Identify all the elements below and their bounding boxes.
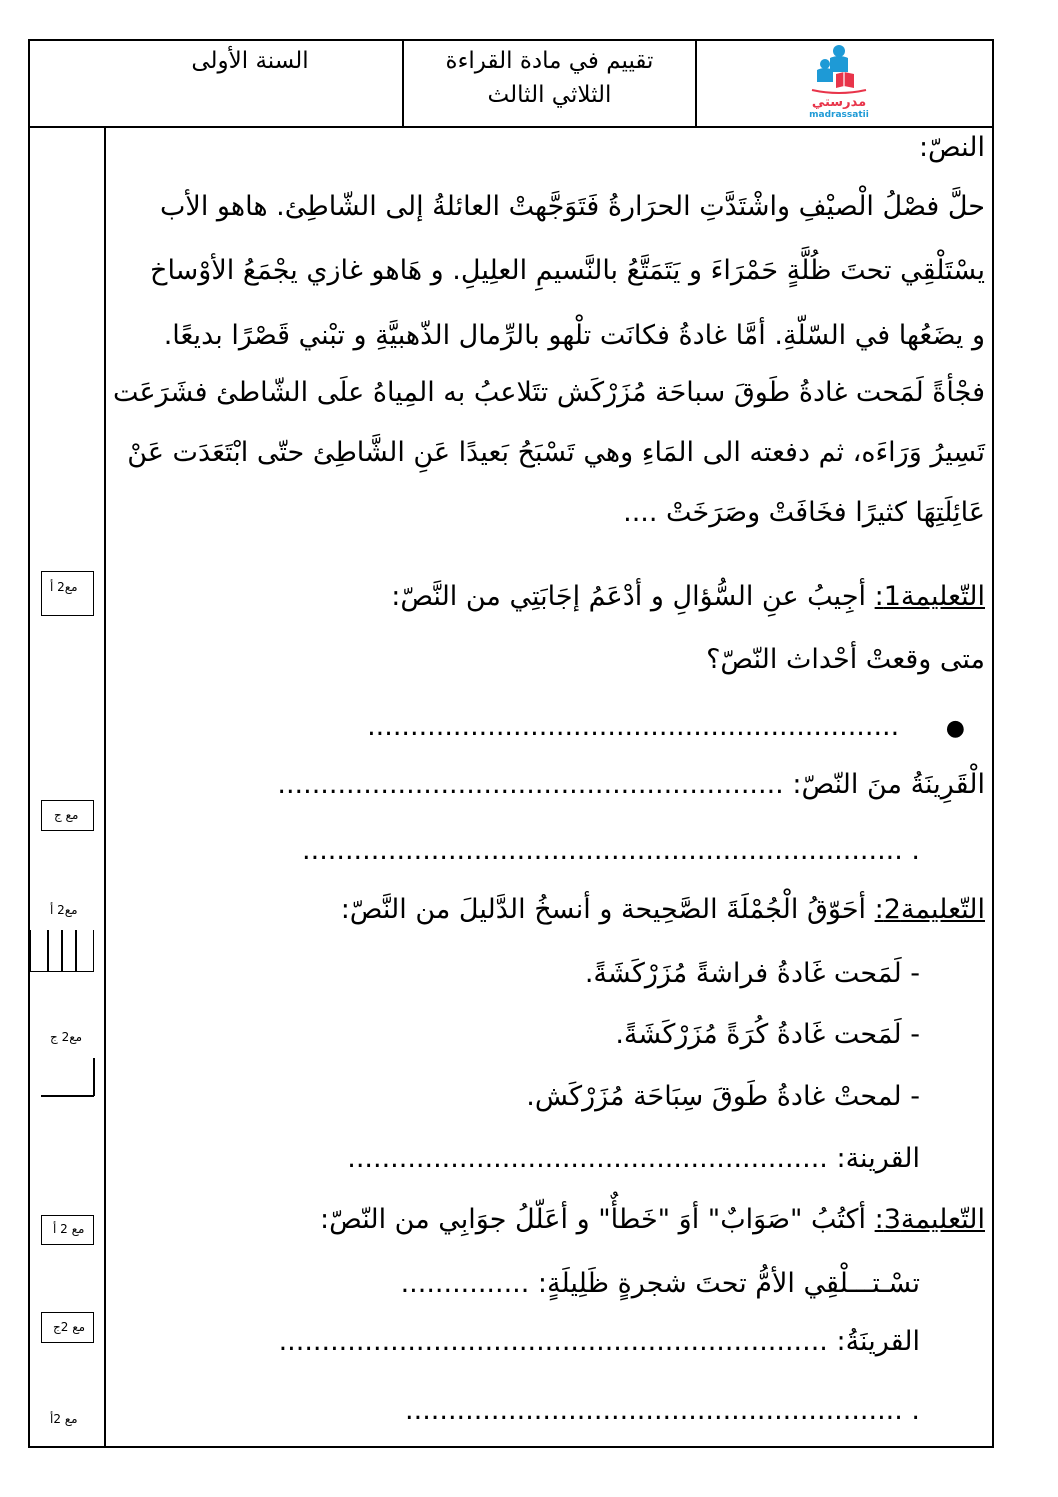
task2-evidence <box>347 1142 920 1176</box>
mark-box-3-tick-2 <box>61 930 63 972</box>
exam-title-line1: تقييم في مادة القراءة <box>445 48 654 74</box>
task2-evidence-dots[interactable]: ........................................................ <box>347 1143 828 1174</box>
text-line-4: فجْأةً لَمَحت غادةُ طَوقَ سباحَة مُزَرْكَش تتَلاعبُ به المِياهُ علَى الشّاطئ فشَرَعَت <box>113 377 985 408</box>
bullet-icon: ● <box>945 716 965 741</box>
exam-title <box>404 44 695 112</box>
task2-evidence-label: القرينة: <box>836 1143 920 1174</box>
text-heading: النصّ: <box>918 132 985 163</box>
exam-title-line2: الثلاثي الثالث <box>487 82 612 108</box>
task1-evidence-label: الْقَرِينَةُ منَ النّصّ: <box>792 769 985 800</box>
task3-evidence <box>279 1325 920 1359</box>
task1-header <box>391 580 985 614</box>
frame-top <box>28 39 994 41</box>
task3-statement-text: تسْـتـــلْقِي الأمُّ تحتَ شجرةٍ ظَلِيلَةٍ: <box>537 1268 920 1299</box>
task2-option-3[interactable]: - لمحتْ غادةُ طَوقَ سِبَاحَة مُزَرْكَش. <box>526 1081 920 1112</box>
mark-label-7: مع 2أ <box>50 1412 78 1426</box>
task1-evidence <box>277 768 985 802</box>
task1-extra-dots[interactable]: . ...................................................................... <box>302 835 920 866</box>
text-line-6: عَائِلَتِهَا كثيرًا فخَافَتْ وصَرَخَتْ .... <box>623 497 985 528</box>
task3-evidence-label: القرينَةُ: <box>836 1326 920 1357</box>
mark-box-4-side <box>93 1058 95 1096</box>
task3-statement <box>401 1267 920 1301</box>
mark-label-2: مع ج <box>54 808 79 822</box>
margin-divider <box>104 126 106 1448</box>
task1-instruction: أجِيبُ عنِ السُّؤالِ و أدْعَمُ إجَابَتِي من النَّصّ: <box>391 581 867 612</box>
task1-answer-dots[interactable]: .............................................................. <box>367 711 900 742</box>
text-line-5: تَسِيرُ وَرَاءَه، ثم دفعته الى المَاءِ وهي تَسْبَحُ بَعيدًا عَنِ الشَّاطِئ حتّى ابْتَعَدَت عَنْ <box>127 437 985 468</box>
mark-label-6: مع 2ج <box>53 1320 86 1334</box>
frame-right <box>992 39 994 1448</box>
frame-left <box>28 39 30 1448</box>
task1-question: متى وقعتْ أحْداث النّصّ؟ <box>706 644 985 675</box>
task3-label: التّعليمة3: <box>874 1204 985 1235</box>
mark-label-4: مع2 ج <box>50 1030 83 1044</box>
mark-box-4-bottom <box>41 1095 94 1097</box>
text-line-3: و يضَعُها في السّلّةِ. أمَّا غادةُ فكانَت تلْهو بالرِّمال الذّهبيَّةِ و تبْني قَصْرًا بديعًا. <box>163 320 985 351</box>
frame-header-bottom <box>28 126 994 128</box>
task3-statement-dots[interactable]: ............... <box>400 1268 530 1299</box>
task3-header <box>320 1203 985 1237</box>
task2-header <box>341 893 985 927</box>
task2-option-2[interactable]: - لَمَحت غَادةُ كُرَةً مُزَرْكَشَةً. <box>615 1019 920 1050</box>
task3-evidence-dots[interactable]: ................................................................ <box>278 1326 828 1357</box>
task1-evidence-dots[interactable]: ........................................................... <box>277 769 784 800</box>
mark-box-3-tick-3 <box>75 930 77 972</box>
task3-instruction: أكتُبُ "صَوَابٌ" أوَ "خَطأٌ" و أعَلّلُ جوَابِي من النّصّ: <box>320 1204 867 1235</box>
mark-box-3-tick-1 <box>47 930 49 972</box>
frame-bottom <box>28 1446 994 1448</box>
school-logo <box>800 44 878 120</box>
task2-label: التّعليمة2: <box>874 894 985 925</box>
grade-text: السنة الأولى <box>191 48 309 74</box>
task3-extra-dots[interactable]: . .......................................................... <box>405 1395 920 1426</box>
task1-label: التّعليمة1: <box>874 581 985 612</box>
logo-icon <box>800 44 878 96</box>
logo-arabic-text: مدرستي <box>811 95 867 110</box>
mark-label-1: مع2 أ <box>50 580 78 594</box>
text-line-1: حلَّ فصْلُ الْصيْفِ واشْتَدَّتِ الحرَارةُ فَتَوَجَّهتْ العائلةُ إلى الشّاطِئ. هاهو الأب <box>160 191 985 222</box>
text-line-2: يسْتَلْقِي تحتَ ظُلَّةٍ حَمْرَاءَ و يَتَمَتَّعُ بالنَّسيمِ العلِيلِ. و هَاهو غازي يجْمَعُ الأوْساخ <box>150 255 985 286</box>
logo-latin-text: madrassatii <box>809 110 869 120</box>
task2-option-1[interactable]: - لَمَحت غَادةُ فراشةً مُزَرْكَشَةً. <box>584 958 920 989</box>
task1-answer-line <box>367 710 965 746</box>
header-divider-2 <box>695 39 697 128</box>
mark-label-5: مع 2 أ <box>53 1222 85 1236</box>
grade-label <box>30 48 402 74</box>
task2-instruction: أحَوّقُ الْجُمْلَةَ الصَّحِيحة و أنسخُ الدَّليلَ من النَّصّ: <box>340 894 867 925</box>
mark-label-3: مع2 أ <box>50 903 78 917</box>
